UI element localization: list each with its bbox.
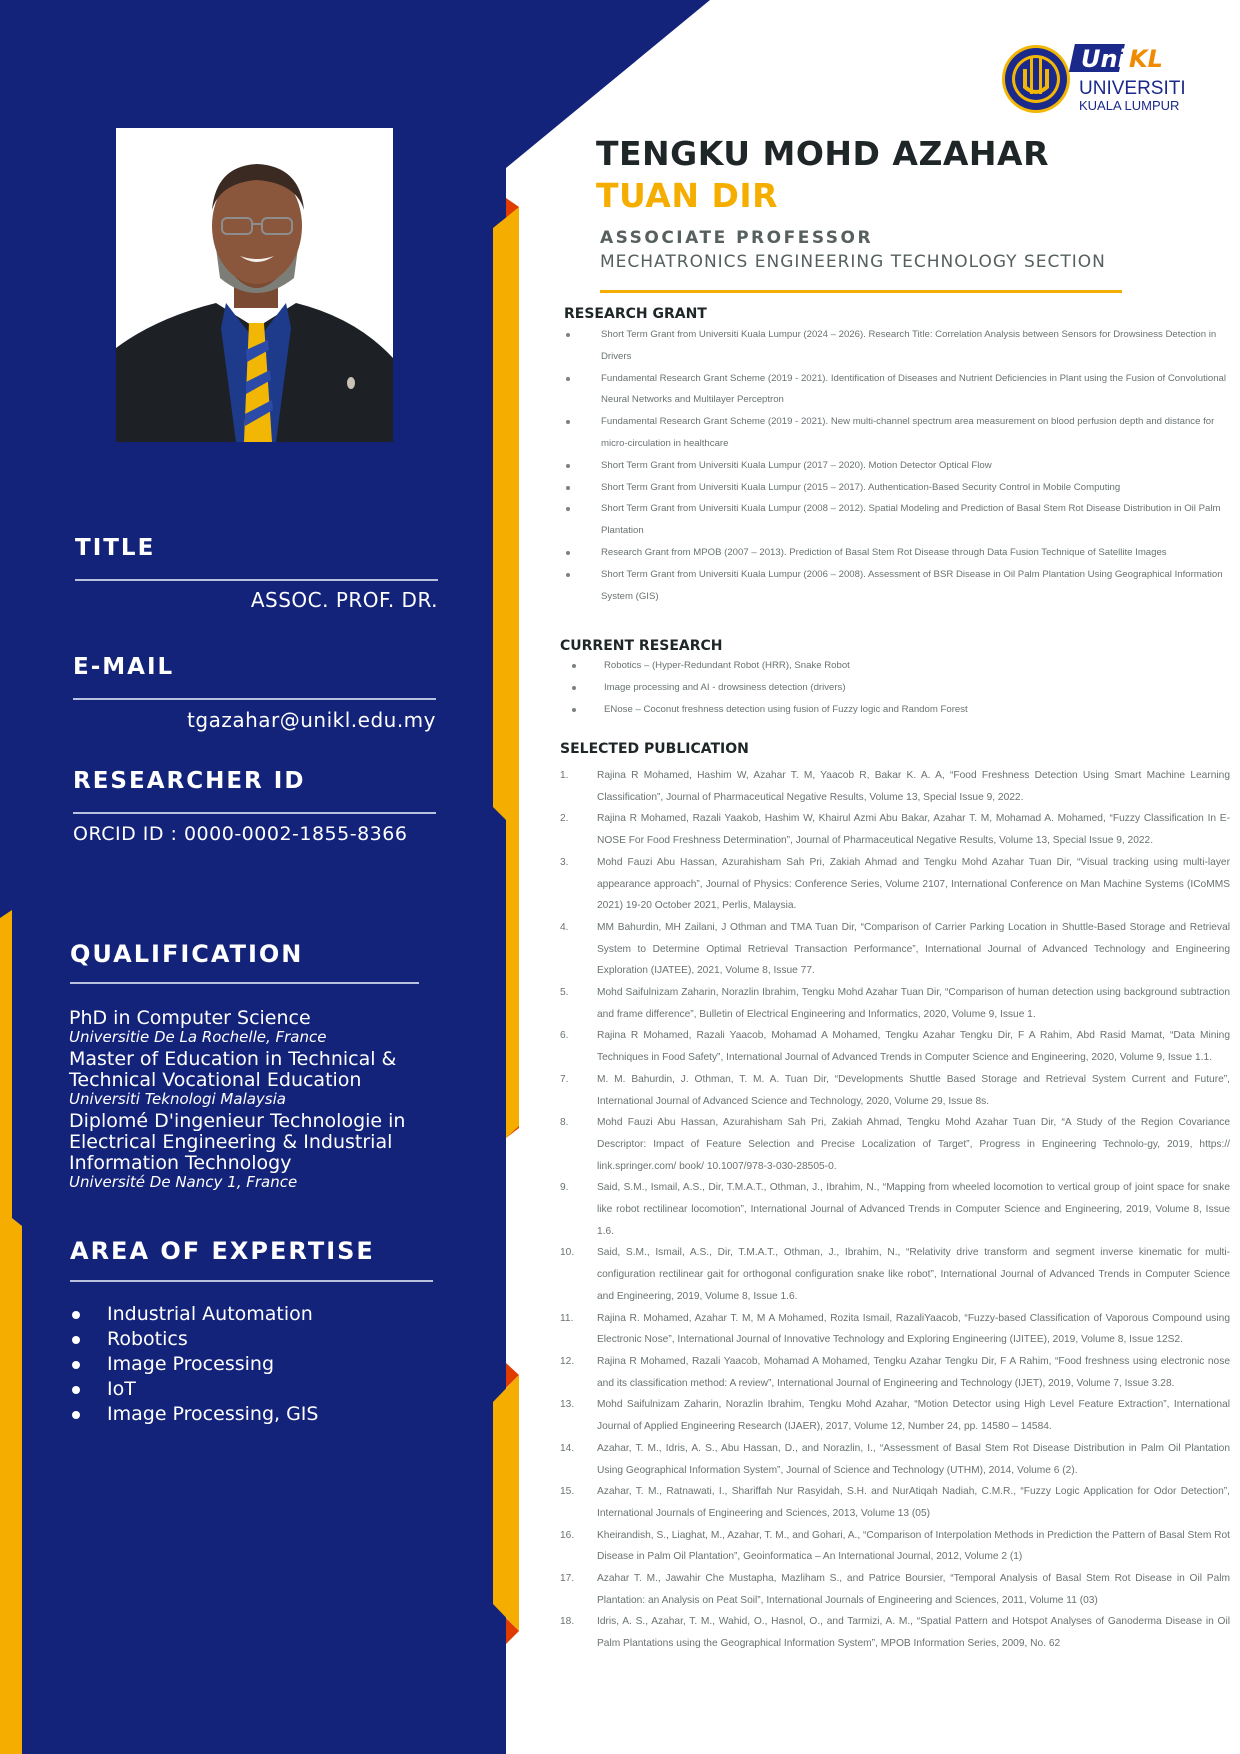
list-item — [564, 655, 1234, 677]
expertise-label: IoT — [107, 1378, 136, 1400]
publication-item — [560, 1069, 1230, 1112]
publication-list — [560, 765, 1230, 1655]
header-divider — [600, 290, 1122, 293]
qualification-divider — [70, 982, 419, 984]
orcid-id-value: ORCID ID : 0000-0002-1855-8366 — [73, 823, 408, 845]
publication-number: 6. — [560, 1030, 569, 1042]
publication-item — [560, 1025, 1230, 1068]
bullet-icon — [566, 573, 570, 577]
unikl-logo — [1001, 34, 1197, 124]
publication-item — [560, 1242, 1230, 1307]
qualification-institution: Universitie De La Rochelle, France — [69, 1028, 327, 1046]
list-item-text: Short Term Grant from Universiti Kuala Lumpur (2008 – 2012). Spatial Modeling and Prediction of Basal Stem Rot Disease Distribution in Oil Palm Plantation — [601, 503, 1221, 537]
publication-text: M. M. Bahurdin, J. Othman, T. M. A. Tuan Dir, “Developments Shuttle Based Storage and Retrieval System Current and Future”, International Journal of Advanced Science and Technology, 2020, Volume 29, Issue 8s. — [597, 1073, 1230, 1107]
list-item — [564, 411, 1234, 455]
publication-item — [560, 917, 1230, 982]
expertise-heading: AREA OF EXPERTISE — [70, 1237, 375, 1265]
publication-text: Rajina R Mohamed, Razali Yaacob, Mohamad A Mohamed, Tengku Azahar Tengku Dir, F A Rahim, Abd Rasid Mamat, “Data Mining Techniques in Food Safety”, International Journal of Advanced Trends in Computer Science and Engineering, 2020, Volume 9, Issue 1.1. — [597, 1030, 1230, 1064]
publication-number: 8. — [560, 1117, 569, 1129]
publication-item — [560, 1177, 1230, 1242]
name-line-2: TUAN DIR — [596, 176, 779, 215]
publication-text: Said, S.M., Ismail, A.S., Dir, T.M.A.T., Othman, J., Ibrahim, N., “Relativity drive transform and segment inverse kinematic for multi-configuration rectilinear gait for orthogonal configuration snake like robot”, International Journal of Advanced Trends in Computer Science and Engineering, 2019, Volume 8, Issue 1.6. — [597, 1247, 1230, 1302]
publication-number: 4. — [560, 921, 569, 933]
qualification-institution: Université De Nancy 1, France — [69, 1173, 298, 1191]
publication-item — [560, 1112, 1230, 1177]
email-heading: E-MAIL — [73, 654, 175, 680]
list-item-text: Image processing and AI - drowsiness detection (drivers) — [604, 681, 846, 693]
main-content — [500, 0, 1240, 1754]
qualification-institution: Universiti Teknologi Malaysia — [69, 1090, 286, 1108]
publication-text: Rajina R Mohamed, Hashim W, Azahar T. M, Yaacob R, Bakar K. A. A, “Food Freshness Detection Using Smart Machine Learning Classification”, Journal of Pharmaceutical Negative Results, Volume 13, Special Issue 9, 2022. — [597, 770, 1230, 803]
qualification-degree: Master of Education in Technical & Technical Vocational Education — [69, 1048, 397, 1091]
brand-line1: UNIVERSITI — [1079, 78, 1186, 99]
name-line-1: TENGKU MOHD AZAHAR — [596, 134, 1050, 173]
list-item-text: Fundamental Research Grant Scheme (2019 - 2021). New multi-channel spectrum area measurement on blood perfusion depth and distance for micro-circulation in healthcare — [601, 416, 1215, 449]
list-item-text: Short Term Grant from Universiti Kuala Lumpur (2017 – 2020). Motion Detector Optical Flow — [601, 459, 992, 471]
publication-number: 2. — [560, 813, 569, 825]
list-item — [564, 368, 1234, 412]
brand-line2: KUALA LUMPUR — [1079, 98, 1180, 113]
publication-number: 7. — [560, 1073, 569, 1085]
list-item — [564, 324, 1234, 368]
expertise-item — [69, 1352, 449, 1377]
list-item — [564, 699, 1234, 721]
publication-text: Azahar, T. M., Ratnawati, I., Shariffah Nur Rasyidah, S.H. and NurAtiqah Nadiah, C.M.R., “Fuzzy Logic Application for Odor Detection”, International Journals of Engineering and Sciences, 2013, Volume 13 (05) — [597, 1486, 1230, 1519]
expertise-item — [69, 1377, 449, 1402]
bullet-icon — [566, 377, 570, 381]
publication-item — [560, 765, 1230, 808]
publication-text: Azahar, T. M., Idris, A. S., Abu Hassan, D., and Norazlin, I., “Assessment of Basal Stem Rot Disease Distribution in Palm Oil Plantation Using Geographical Information System”, Journal of Science and Technology (UTHM), 2014, Volume 6 (2). — [597, 1442, 1230, 1476]
publication-number: 15. — [560, 1486, 575, 1498]
publication-item — [560, 1525, 1230, 1568]
publication-number: 17. — [560, 1573, 575, 1585]
expertise-item — [69, 1302, 449, 1327]
expertise-item — [69, 1402, 449, 1427]
expertise-label: Industrial Automation — [107, 1303, 313, 1325]
portrait-illustration — [116, 128, 393, 442]
list-item-text: Robotics – (Hyper-Redundant Robot (HRR), Snake Robot — [604, 660, 850, 671]
publication-text: Rajina R Mohamed, Razali Yaacob, Mohamad A Mohamed, Tengku Azahar Tengku Dir, F A Rahim, “Food freshness using electronic nose and its classification method: A review”, International Journal of Engineering and Technology (IJET), 2019, Volume 7, Issue 3.28. — [597, 1355, 1230, 1389]
list-item — [564, 542, 1234, 564]
bullet-icon — [72, 1411, 80, 1419]
list-item-text: Short Term Grant from Universiti Kuala Lumpur (2015 – 2017). Authentication-Based Security Control in Mobile Computing — [601, 481, 1121, 493]
publication-number: 3. — [560, 856, 569, 868]
publication-number: 5. — [560, 987, 569, 999]
bullet-icon — [566, 551, 570, 555]
publication-number: 12. — [560, 1355, 575, 1367]
publication-number: 1. — [560, 770, 569, 781]
title-value: ASSOC. PROF. DR. — [250, 588, 438, 612]
publication-item — [560, 852, 1230, 917]
list-item-text: Fundamental Research Grant Scheme (2019 - 2021). Identification of Diseases and Nutrient Deficiencies in Plant using the Fusion of Convolutional Neural Networks and Multilayer Perceptron — [601, 372, 1227, 406]
publication-item — [560, 1351, 1230, 1394]
profile-photo — [116, 128, 393, 442]
list-item-text: Short Term Grant from Universiti Kuala Lumpur (2024 – 2026). Research Title: Correlation Analysis between Sensors for Drowsiness Detection in Drivers — [601, 329, 1217, 362]
qualification-degree: Diplomé D'ingenieur Technologie in Electrical Engineering & Industrial Information Technology — [69, 1110, 406, 1174]
publication-text: Kheirandish, S., Liaghat, M., Azahar, T. M., and Gohari, A., “Comparison of Interpolation Methods in Prediction the Pattern of Basal Stem Rot Disease in Palm Oil Plantation”, Geoinformatica – An International Journal, 2012, Volume 2 (1) — [597, 1529, 1230, 1563]
researcher-id-heading: RESEARCHER ID — [73, 768, 306, 794]
research-grant-heading: RESEARCH GRANT — [564, 306, 707, 322]
brand-uni: Uni — [1081, 45, 1126, 73]
publication-text: MM Bahurdin, MH Zailani, J Othman and TMA Tuan Dir, “Comparison of Carrier Parking Location in Shuttle-Based Storage and Retrieval System to Determine Optimal Retrieval Transaction Performance”, International Journal of Advanced Technology and Engineering Exploration (IJATEE), 2021, Volume 8, Issue 77. — [597, 921, 1230, 977]
bullet-icon — [72, 1361, 80, 1369]
email-value[interactable]: tgazahar@unikl.edu.my — [187, 708, 436, 732]
publication-number: 11. — [560, 1312, 574, 1324]
publication-text: Azahar T. M., Jawahir Che Mustapha, Mazliham S., and Patrice Boursier, “Temporal Analysis of Basal Stem Rot Disease in Oil Palm Plantation: an Analysis on Peat Soil”, International Journals of Engineering and Sciences, 2011, Volume 11 (03) — [597, 1573, 1230, 1606]
qualification-heading: QUALIFICATION — [70, 940, 304, 968]
publication-text: Mohd Saifulnizam Zaharin, Norazlin Ibrahim, Tengku Mohd Azahar, “Motion Detector using High Level Feature Extraction”, International Journal of Applied Engineering Research (IJAER), 2017, Volume 12, Number 24, pp. 14580 – 14584. — [597, 1399, 1230, 1433]
bullet-icon — [572, 664, 576, 668]
university-seal-icon — [1001, 34, 1197, 124]
publication-text: Mohd Fauzi Abu Hassan, Azurahisham Sah Pri, Zakiah Ahmad, Tengku Mohd Azahar Tuan Dir, “A Study of the Region Covariance Descriptor: Impact of Feature Selection and Precise Localization of Target”, Progress in Engineering Technolo-gy, 2019, https:// link.springer.com/ book/ 10.1007/978-3-030-28505-0. — [597, 1117, 1230, 1172]
expertise-divider — [70, 1280, 433, 1282]
qualification-item — [69, 1111, 449, 1190]
current-research-list — [564, 655, 1234, 720]
publication-number: 13. — [560, 1399, 575, 1411]
publication-item — [560, 982, 1230, 1025]
qualification-degree: PhD in Computer Science — [69, 1007, 311, 1029]
publication-text: Rajina R. Mohamed, Azahar T. M, M A Mohamed, Rozita Ismail, RazaliYaacob, “Fuzzy-based Classification of Vaporous Compound using Electronic Nose”, International Journal of Innovative Technology and Exploring Engineering (IJITEE), 2019, Volume 8, Issue 12S2. — [597, 1312, 1230, 1346]
research-grant-list — [564, 324, 1234, 607]
publication-text: Idris, A. S., Azahar, T. M., Wahid, O., Hasnol, O., and Tarmizi, A. M., “Spatial Pattern and Hotspot Analyses of Ganoderma Disease in Oil Palm Plantations using the Geographical Information System”, MPOB Information Series, 2009, No. 62 — [597, 1616, 1230, 1650]
publication-text: Mohd Saifulnizam Zaharin, Norazlin Ibrahim, Tengku Mohd Azahar Tuan Dir, “Comparison of human detection using background subtraction and frame difference”, Bulletin of Electrical Engineering and Informatics, 2020, Volume 9, Issue 1. — [597, 987, 1230, 1020]
bullet-icon — [572, 708, 576, 712]
qualification-item — [69, 1008, 449, 1045]
list-item-text: ENose – Coconut freshness detection using fusion of Fuzzy logic and Random Forest — [604, 703, 968, 715]
publication-number: 9. — [560, 1182, 569, 1194]
publication-number: 16. — [560, 1529, 575, 1541]
list-item — [564, 677, 1234, 699]
expertise-label: Robotics — [107, 1328, 188, 1350]
publication-number: 18. — [560, 1616, 575, 1628]
list-item — [564, 455, 1234, 477]
bullet-icon — [72, 1336, 80, 1344]
position-title: ASSOCIATE PROFESSOR — [600, 228, 874, 248]
publication-heading: SELECTED PUBLICATION — [560, 741, 749, 757]
bullet-icon — [72, 1311, 80, 1319]
publication-number: 14. — [560, 1442, 575, 1454]
bullet-icon — [566, 420, 570, 424]
sidebar — [0, 0, 500, 1754]
list-item — [564, 477, 1234, 499]
title-heading: TITLE — [75, 535, 156, 561]
publication-item — [560, 1394, 1230, 1437]
publication-text: Rajina R Mohamed, Razali Yaakob, Hashim W, Khairul Azmi Abu Bakar, Azahar T. M, Mohamad A. Mohamed, “Fuzzy Classification In E-NOSE For Food Freshness Determination”, Journal of Pharmaceutical Negative Results, Volume 13, Special Issue 9, 2022. — [597, 813, 1230, 847]
researcher-id-divider — [73, 812, 436, 814]
publication-text: Said, S.M., Ismail, A.S., Dir, T.M.A.T., Othman, J., Ibrahim, N., “Mapping from wheeled locomotion to vertical group of joint space for snake like robot rectilinear locomotion”, International Journal of Advanced Trends in Computer Science and Engineering, 2019, Volume 8, Issue 1.6. — [597, 1182, 1230, 1237]
publication-text: Mohd Fauzi Abu Hassan, Azurahisham Sah Pri, Zakiah Ahmad and Tengku Mohd Azahar Tuan Dir, “Visual tracking using multi-layer appearance approach”, Journal of Physics: Conference Series, Volume 2107, International Conference on Man Machine Systems (ICoMMS 2021) 19-20 October 2021, Perlis, Malaysia. — [597, 856, 1230, 912]
qualification-item — [69, 1049, 449, 1107]
publication-number: 10. — [560, 1247, 575, 1259]
list-item — [564, 498, 1234, 542]
publication-item — [560, 1438, 1230, 1481]
expertise-list — [69, 1302, 449, 1427]
list-item — [564, 564, 1234, 608]
qualification-list — [69, 1008, 449, 1194]
list-item-text: Research Grant from MPOB (2007 – 2013). Prediction of Basal Stem Rot Disease through Data Fusion Technique of Satellite Images — [601, 546, 1167, 558]
publication-item — [560, 1611, 1230, 1654]
bullet-icon — [566, 486, 570, 490]
section-name: MECHATRONICS ENGINEERING TECHNOLOGY SECTION — [600, 252, 1106, 272]
bullet-icon — [72, 1386, 80, 1394]
expertise-label: Image Processing, GIS — [107, 1403, 319, 1425]
bullet-icon — [566, 333, 570, 337]
expertise-item — [69, 1327, 449, 1352]
publication-item — [560, 1568, 1230, 1611]
publication-item — [560, 1481, 1230, 1524]
publication-item — [560, 808, 1230, 851]
title-divider — [75, 579, 438, 581]
expertise-label: Image Processing — [107, 1353, 275, 1375]
bullet-icon — [572, 686, 576, 690]
email-divider — [73, 698, 436, 700]
publication-item — [560, 1308, 1230, 1351]
bullet-icon — [566, 464, 570, 468]
list-item-text: Short Term Grant from Universiti Kuala Lumpur (2006 – 2008). Assessment of BSR Disease in Oil Palm Plantation Using Geographical Information System (GIS) — [601, 568, 1223, 602]
brand-kl: KL — [1129, 45, 1163, 73]
current-research-heading: CURRENT RESEARCH — [560, 638, 723, 654]
bullet-icon — [566, 507, 570, 511]
